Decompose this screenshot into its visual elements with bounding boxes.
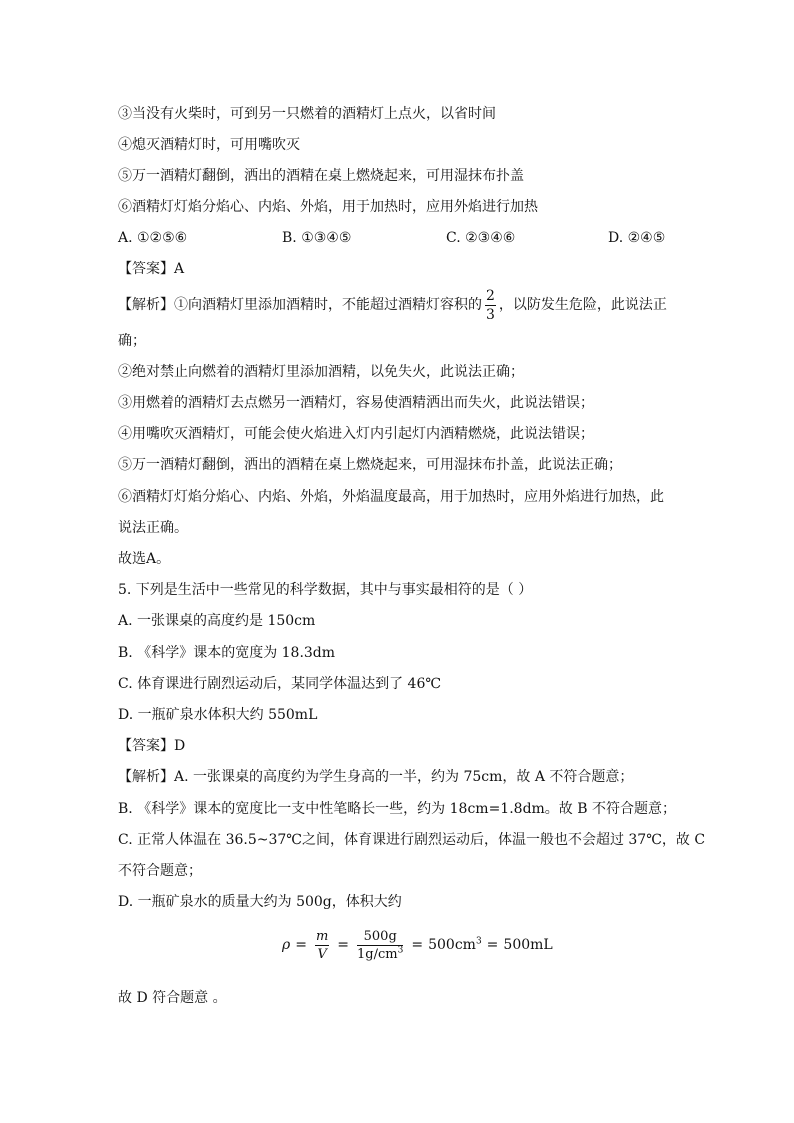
density-value-base: 1g/cm bbox=[357, 946, 398, 962]
option-c: C. ②③④⑥ bbox=[446, 230, 516, 246]
option-a: A. ①②⑤⑥ bbox=[118, 230, 188, 246]
q5-option-d: D. 一瓶矿泉水体积大约 550mL bbox=[118, 707, 318, 723]
analysis5-d: D. 一瓶矿泉水的质量大约为 500g，体积大约 bbox=[118, 894, 402, 910]
analysis-line-6-cont: 说法正确。 bbox=[118, 520, 188, 536]
analysis-line-1 bbox=[118, 285, 667, 325]
volume-symbol: V bbox=[317, 946, 327, 962]
equals-sign-4: = bbox=[486, 937, 499, 953]
equals-sign-1: = bbox=[295, 937, 307, 953]
volume-result-cm3 bbox=[428, 937, 482, 953]
fraction-values bbox=[357, 930, 403, 961]
option-b: B. ①③④⑤ bbox=[282, 230, 352, 246]
analysis5-a: 【解析】A. 一张课桌的高度约为学生身高的一半，约为 75cm，故 A 不符合题意； bbox=[118, 769, 634, 785]
equals-sign-2: = bbox=[337, 937, 350, 953]
question-5: 5. 下列是生活中一些常见的科学数据，其中与事实最相符的是（ ） bbox=[118, 582, 533, 598]
volume-result-base: 500cm bbox=[428, 937, 476, 953]
q5-option-c: C. 体育课进行剧烈运动后，某同学体温达到了 46℃ bbox=[118, 676, 442, 692]
analysis5-c-cont: 不符合题意； bbox=[118, 863, 202, 879]
volume-result-ml: 500mL bbox=[503, 937, 553, 953]
density-value-exponent: 3 bbox=[397, 945, 404, 956]
analysis-line-6: ⑥酒精灯灯焰分焰心、内焰、外焰，外焰温度最高，用于加热时，应用外焰进行加热，此 bbox=[118, 489, 664, 505]
item-3: ③当没有火柴时，可到另一只燃着的酒精灯上点火，以省时间 bbox=[118, 106, 496, 122]
analysis-text-post: ，以防发生危险，此说法正 bbox=[498, 297, 667, 313]
answer-label: 【答案】A bbox=[118, 261, 185, 277]
fraction-denominator: 3 bbox=[486, 306, 495, 323]
volume-result-exponent: 3 bbox=[475, 936, 482, 947]
item-5: ⑤万一酒精灯翻倒，洒出的酒精在桌上燃烧起来，可用湿抹布扑盖 bbox=[118, 168, 524, 184]
rho-symbol: ρ bbox=[282, 937, 291, 953]
analysis-line-3: ③用燃着的酒精灯去点燃另一酒精灯，容易使酒精洒出而失火，此说法错误； bbox=[118, 395, 594, 411]
analysis-text-pre: 【解析】①向酒精灯里添加酒精时，不能超过酒精灯容积的 bbox=[118, 297, 482, 313]
analysis-line-2: ②绝对禁止向燃着的酒精灯里添加酒精，以免失火，此说法正确； bbox=[118, 364, 524, 380]
density-value bbox=[357, 946, 403, 961]
fraction-two-thirds bbox=[485, 289, 496, 322]
conclusion-5: 故 D 符合题意 。 bbox=[118, 990, 227, 1006]
q5-option-b: B. 《科学》课本的宽度为 18.3dm bbox=[118, 645, 336, 661]
equals-sign-3: = bbox=[411, 937, 424, 953]
analysis-line-1-cont: 确； bbox=[118, 333, 146, 349]
item-4: ④熄灭酒精灯时，可用嘴吹灭 bbox=[118, 137, 300, 153]
mass-symbol: m bbox=[315, 928, 329, 944]
conclusion-4: 故选A。 bbox=[118, 551, 171, 567]
q5-option-a: A. 一张课桌的高度约是 150cm bbox=[118, 613, 316, 629]
analysis5-b: B. 《科学》课本的宽度比一支中性笔略长一些，约为 18cm=1.8dm。故 B 不符合题意； bbox=[118, 801, 676, 817]
analysis-line-5: ⑤万一酒精灯翻倒，洒出的酒精在桌上燃烧起来，可用湿抹布扑盖，此说法正确； bbox=[118, 457, 622, 473]
answer-label-5: 【答案】D bbox=[118, 738, 186, 754]
analysis-line-4: ④用嘴吹灭酒精灯，可能会使火焰进入灯内引起灯内酒精燃烧，此说法错误； bbox=[118, 426, 594, 442]
analysis5-c: C. 正常人体温在 36.5~37℃之间，体育课进行剧烈运动后，体温一般也不会超过 37℃，故 C bbox=[118, 832, 706, 848]
fraction-m-over-v bbox=[315, 930, 329, 961]
mass-value: 500g bbox=[357, 930, 403, 946]
fraction-numerator: 2 bbox=[486, 287, 495, 304]
item-6: ⑥酒精灯灯焰分焰心、内焰、外焰，用于加热时，应用外焰进行加热 bbox=[118, 199, 538, 215]
option-d: D. ②④⑤ bbox=[608, 230, 666, 246]
density-formula bbox=[282, 925, 553, 965]
